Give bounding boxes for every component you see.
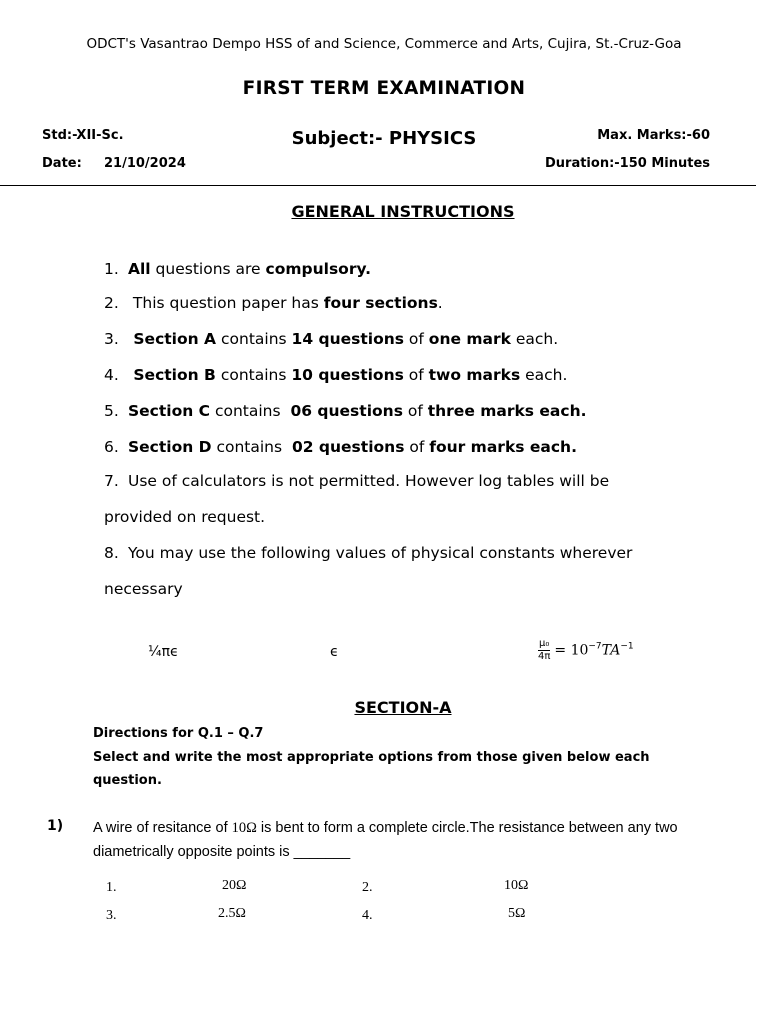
instruction-item bbox=[104, 328, 704, 350]
instruction-number: 6. bbox=[104, 438, 119, 456]
instruction-number: 2. bbox=[104, 294, 119, 312]
instruction-text: contains bbox=[215, 366, 292, 384]
instruction-text: three marks each. bbox=[427, 402, 587, 420]
exam-title: FIRST TERM EXAMINATION bbox=[242, 78, 526, 99]
instruction-item bbox=[104, 258, 704, 280]
instruction-text: . bbox=[437, 294, 443, 312]
constant-epsilon: ϵ bbox=[330, 644, 339, 660]
instruction-number: 5. bbox=[104, 402, 119, 420]
instruction-text: two marks bbox=[428, 366, 521, 384]
question-resistance: 10Ω bbox=[231, 820, 257, 836]
option-value: 10Ω bbox=[504, 878, 529, 893]
instruction-item bbox=[104, 292, 704, 314]
option-value: 20Ω bbox=[222, 878, 247, 893]
question-text bbox=[93, 816, 723, 864]
instruction-item bbox=[104, 542, 704, 564]
general-instructions-heading: GENERAL INSTRUCTIONS bbox=[291, 202, 515, 221]
instruction-text: contains bbox=[216, 330, 292, 348]
subject-title: Subject:- PHYSICS bbox=[291, 128, 477, 149]
instruction-text: contains bbox=[211, 438, 292, 456]
instruction-text: 06 questions bbox=[290, 402, 403, 420]
instruction-text: You may use the following values of physical constants wherever bbox=[128, 544, 633, 562]
option-value: 2.5Ω bbox=[218, 906, 246, 921]
mu-unit-exponent: −1 bbox=[620, 641, 634, 652]
instruction-text: 10 questions bbox=[291, 366, 404, 384]
instruction-text: four marks each. bbox=[429, 438, 577, 456]
mu-unit: TA bbox=[601, 642, 621, 659]
duration: Duration:-150 Minutes bbox=[544, 156, 710, 171]
instruction-continuation: necessary bbox=[104, 580, 183, 598]
instruction-number: 1. bbox=[104, 260, 119, 278]
instruction-text: each. bbox=[510, 330, 559, 348]
instruction-text: All bbox=[128, 260, 151, 278]
instruction-number: 7. bbox=[104, 472, 119, 490]
instruction-item bbox=[104, 436, 704, 458]
instruction-text: questions are bbox=[150, 260, 266, 278]
instruction-text: of bbox=[404, 438, 430, 456]
directions-text: Select and write the most appropriate options from those given below each question. bbox=[93, 750, 650, 788]
instruction-continuation: provided on request. bbox=[104, 508, 266, 526]
constant-coulomb: ¼πϵ bbox=[148, 644, 179, 660]
mu-equals: = 10 bbox=[554, 642, 589, 659]
option-label: 3. bbox=[106, 908, 117, 923]
instruction-text: of bbox=[403, 366, 429, 384]
instruction-number: 4. bbox=[104, 366, 119, 384]
option-label: 2. bbox=[362, 880, 373, 895]
instruction-text: four sections bbox=[323, 294, 438, 312]
school-name: ODCT's Vasantrao Dempo HSS of and Science, Commerce and Arts, Cujira, St.-Cruz-Goa bbox=[86, 36, 682, 52]
instruction-text: compulsory. bbox=[265, 260, 372, 278]
instruction-text: This question paper has bbox=[128, 294, 324, 312]
instruction-item bbox=[104, 400, 704, 422]
instruction-text: 14 questions bbox=[291, 330, 404, 348]
section-a-heading: SECTION-A bbox=[354, 698, 452, 717]
mu-exponent: −7 bbox=[588, 641, 602, 652]
constant-mu bbox=[538, 638, 634, 663]
header-divider bbox=[0, 185, 756, 186]
instruction-text: 02 questions bbox=[291, 438, 405, 456]
directions-range: Directions for Q.1 – Q.7 bbox=[93, 726, 264, 741]
instruction-text: Section B bbox=[128, 366, 216, 384]
instruction-item bbox=[104, 364, 704, 386]
instruction-text: each. bbox=[520, 366, 568, 384]
instruction-text: of bbox=[404, 330, 429, 348]
instruction-text: Section C bbox=[128, 402, 211, 420]
date-value: 21/10/2024 bbox=[104, 156, 186, 171]
instruction-text: Use of calculators is not permitted. However log tables will be bbox=[128, 472, 610, 490]
instruction-number: 8. bbox=[104, 544, 119, 562]
question-number: 1) bbox=[47, 818, 64, 834]
instruction-text: of bbox=[402, 402, 428, 420]
max-marks: Max. Marks:-60 bbox=[597, 128, 710, 143]
mu-denominator: 4π bbox=[538, 651, 551, 662]
option-value: 5Ω bbox=[508, 906, 526, 921]
instruction-text: one mark bbox=[428, 330, 511, 348]
instruction-text: Section A bbox=[128, 330, 217, 348]
question-text-b: is bent to form a complete circle.The resistance between any two diametrically opposite points is _______ bbox=[93, 820, 678, 860]
instruction-text: Section D bbox=[128, 438, 212, 456]
std-label: Std:-XII-Sc. bbox=[42, 128, 124, 143]
date-label: Date: bbox=[42, 156, 82, 171]
question-text-a: A wire of resitance of bbox=[93, 820, 232, 836]
instruction-text: contains bbox=[210, 402, 291, 420]
option-label: 4. bbox=[362, 908, 373, 923]
instruction-number: 3. bbox=[104, 330, 119, 348]
mu-fraction bbox=[538, 638, 550, 663]
instruction-item bbox=[104, 470, 704, 492]
option-label: 1. bbox=[106, 880, 117, 895]
mu-numerator: μ₀ bbox=[539, 638, 550, 649]
